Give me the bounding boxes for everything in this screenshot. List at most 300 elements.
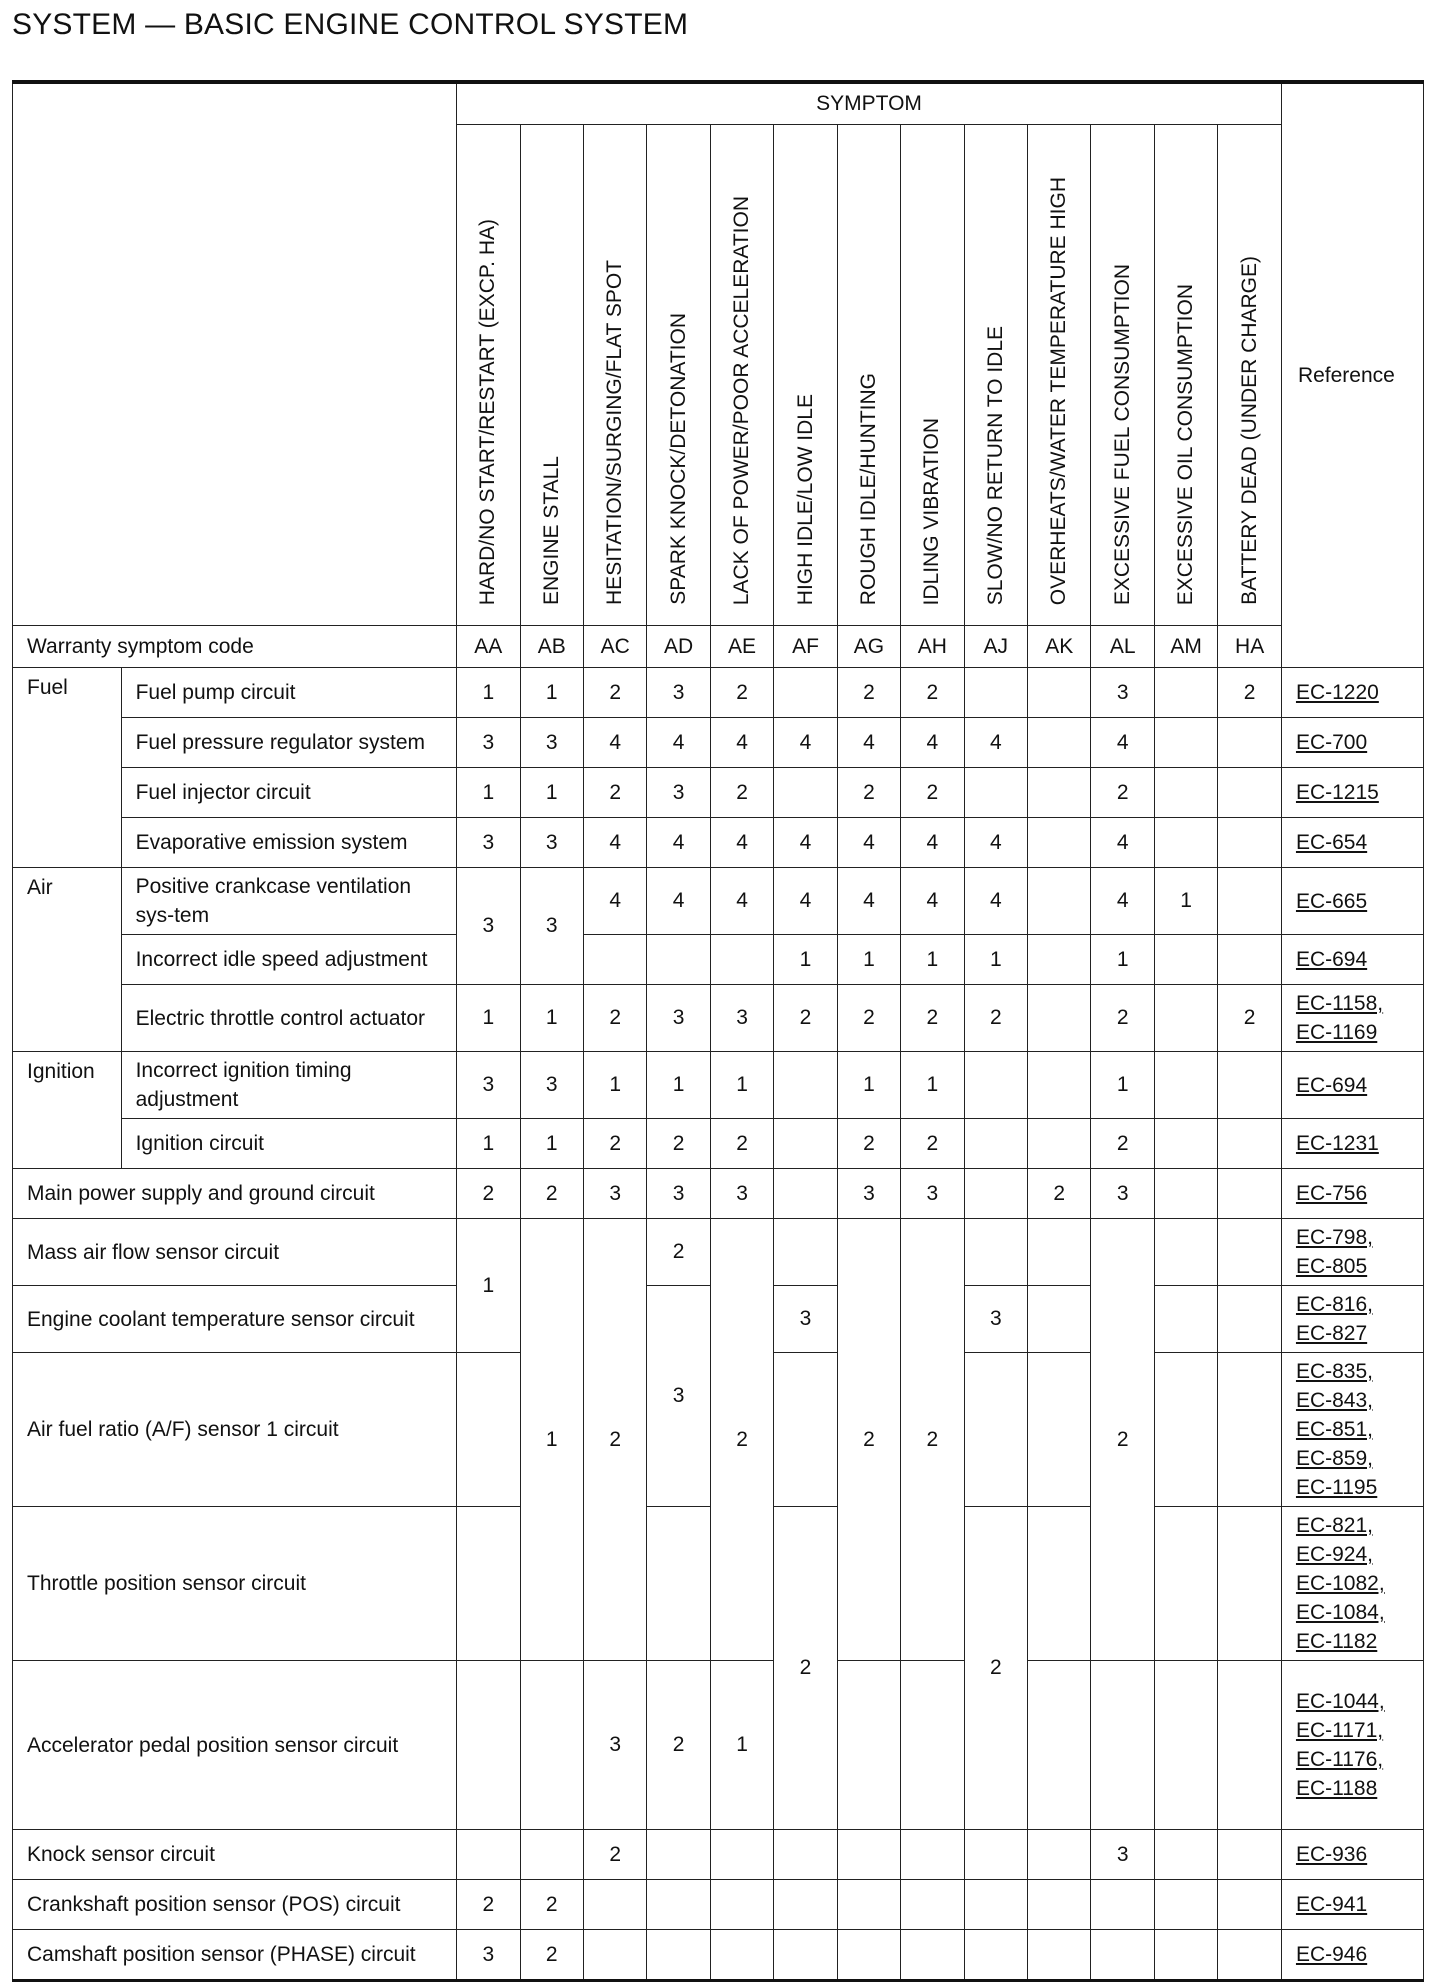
symptom-name: EXCESSIVE FUEL CONSUMPTION	[1110, 263, 1134, 605]
value-cell	[1154, 1119, 1217, 1169]
value-cell: 3	[774, 1286, 837, 1353]
value-cell	[1028, 1830, 1091, 1880]
value-cell: 4	[901, 718, 964, 768]
symptom-column-header	[837, 125, 900, 626]
value-cell	[901, 1930, 964, 1981]
warranty-code: AF	[774, 626, 837, 668]
value-cell	[1028, 818, 1091, 868]
value-cell	[1028, 985, 1091, 1052]
symptom-name: BATTERY DEAD (UNDER CHARGE)	[1237, 256, 1261, 605]
value-cell: 1	[1091, 1052, 1154, 1119]
value-cell	[1154, 1286, 1217, 1353]
value-cell	[837, 1830, 900, 1880]
reference-link[interactable]: EC-1195	[1295, 1476, 1378, 1499]
value-cell: 3	[1091, 1169, 1154, 1219]
reference-link[interactable]: EC-1158,	[1295, 992, 1384, 1015]
value-cell	[964, 1880, 1027, 1930]
value-cell: 2	[1028, 1169, 1091, 1219]
value-cell	[774, 1219, 837, 1286]
value-cell	[964, 1830, 1027, 1880]
value-cell: 2	[837, 1119, 900, 1169]
value-cell: 1	[901, 935, 964, 985]
symptom-name: EXCESSIVE OIL CONSUMPTION	[1174, 283, 1198, 605]
symptom-name: ENGINE STALL	[539, 456, 563, 605]
warranty-code: AK	[1028, 626, 1091, 668]
table-row	[13, 668, 1424, 718]
reference-link[interactable]: EC-1084,	[1295, 1601, 1385, 1624]
value-cell: 4	[1091, 718, 1154, 768]
value-cell	[964, 1930, 1027, 1981]
value-cell	[964, 1169, 1027, 1219]
value-cell: 2	[1091, 1119, 1154, 1169]
value-cell: 3	[457, 718, 520, 768]
value-cell: 1	[837, 1052, 900, 1119]
table-row	[13, 868, 1424, 935]
value-cell: 1	[520, 1219, 583, 1661]
value-cell	[1091, 1661, 1154, 1830]
value-cell: 1	[457, 1219, 520, 1353]
value-cell: 2	[964, 1507, 1027, 1830]
value-cell: 2	[457, 1169, 520, 1219]
symptom-column-header	[901, 125, 964, 626]
symptom-column-header	[1028, 125, 1091, 626]
warranty-code: AL	[1091, 626, 1154, 668]
value-cell: 1	[457, 985, 520, 1052]
warranty-code: AC	[583, 626, 646, 668]
value-cell: 2	[647, 1219, 710, 1286]
reference-cell	[1281, 1169, 1423, 1219]
value-cell	[520, 1661, 583, 1830]
value-cell: 4	[901, 868, 964, 935]
value-cell: 2	[520, 1880, 583, 1930]
symptom-name: SPARK KNOCK/DETONATION	[666, 313, 690, 605]
reference-cell	[1281, 718, 1423, 768]
value-cell	[1028, 1353, 1091, 1507]
value-cell: 2	[837, 668, 900, 718]
reference-link[interactable]: EC-859,	[1295, 1447, 1373, 1470]
table-row	[13, 1661, 1424, 1830]
reference-link[interactable]: EC-694	[1295, 1073, 1368, 1097]
value-cell	[1091, 1880, 1154, 1930]
value-cell: 1	[520, 1119, 583, 1169]
value-cell	[1154, 1052, 1217, 1119]
corner-cell	[13, 82, 457, 626]
value-cell	[1154, 1507, 1217, 1661]
value-cell: 1	[457, 668, 520, 718]
value-cell: 2	[901, 668, 964, 718]
value-cell: 2	[774, 1507, 837, 1830]
reference-cell	[1281, 935, 1423, 985]
item-label: Engine coolant temperature sensor circuit	[13, 1286, 457, 1353]
symptom-column-header	[583, 125, 646, 626]
value-cell: 2	[647, 1661, 710, 1830]
value-cell: 2	[1218, 985, 1282, 1052]
reference-cell	[1281, 1286, 1423, 1353]
value-cell: 4	[647, 818, 710, 868]
reference-link[interactable]: EC-1231	[1295, 1132, 1379, 1155]
reference-link[interactable]: EC-1182	[1295, 1630, 1378, 1653]
item-label: Fuel pressure regulator system	[121, 718, 457, 768]
value-cell: 4	[710, 718, 773, 768]
reference-cell	[1281, 868, 1423, 935]
value-cell	[837, 1880, 900, 1930]
value-cell	[1218, 1052, 1282, 1119]
value-cell	[774, 1353, 837, 1507]
value-cell: 2	[710, 768, 773, 818]
value-cell	[774, 1930, 837, 1981]
reference-cell	[1281, 1219, 1423, 1286]
value-cell: 2	[710, 1219, 773, 1661]
reference-link[interactable]: EC-654	[1295, 831, 1368, 854]
reference-link[interactable]: EC-1082,	[1295, 1572, 1385, 1595]
reference-link[interactable]: EC-805	[1295, 1255, 1368, 1278]
value-cell: 3	[1091, 1830, 1154, 1880]
value-cell	[901, 1830, 964, 1880]
value-cell	[1028, 1286, 1091, 1353]
symptom-name: ROUGH IDLE/HUNTING	[856, 372, 880, 605]
symptom-name: LACK OF POWER/POOR ACCELERATION	[730, 195, 754, 605]
symptom-column-header	[457, 125, 520, 626]
warranty-code: AA	[457, 626, 520, 668]
value-cell	[1218, 935, 1282, 985]
value-cell: 1	[457, 1119, 520, 1169]
value-cell: 2	[583, 985, 646, 1052]
value-cell: 2	[901, 1119, 964, 1169]
value-cell: 3	[901, 1169, 964, 1219]
value-cell	[710, 935, 773, 985]
value-cell	[1154, 1830, 1217, 1880]
value-cell: 3	[647, 1169, 710, 1219]
value-cell	[1154, 1930, 1217, 1981]
reference-link[interactable]: EC-694	[1295, 948, 1368, 971]
value-cell	[583, 1930, 646, 1981]
reference-link[interactable]: EC-1044,	[1295, 1690, 1385, 1713]
value-cell	[1218, 1353, 1282, 1507]
reference-cell	[1281, 1661, 1423, 1830]
reference-link[interactable]: EC-924,	[1295, 1543, 1373, 1566]
value-cell	[774, 1119, 837, 1169]
reference-link[interactable]: EC-941	[1295, 1893, 1368, 1916]
value-cell: 3	[583, 1661, 646, 1830]
item-label: Incorrect idle speed adjustment	[121, 935, 457, 985]
value-cell	[1154, 1353, 1217, 1507]
value-cell: 2	[964, 985, 1027, 1052]
value-cell: 2	[583, 768, 646, 818]
value-cell: 1	[774, 935, 837, 985]
value-cell	[1218, 1880, 1282, 1930]
value-cell	[1154, 1880, 1217, 1930]
item-label: Throttle position sensor circuit	[13, 1507, 457, 1661]
reference-link[interactable]: EC-1220	[1295, 681, 1379, 704]
value-cell: 3	[647, 768, 710, 818]
table-row	[13, 1930, 1424, 1981]
value-cell	[1028, 1219, 1091, 1286]
warranty-code: AG	[837, 626, 900, 668]
value-cell	[1154, 1169, 1217, 1219]
symptom-name: SLOW/NO RETURN TO IDLE	[983, 325, 1007, 605]
value-cell: 3	[457, 818, 520, 868]
value-cell: 4	[964, 868, 1027, 935]
value-cell: 3	[647, 985, 710, 1052]
warranty-code-label: Warranty symptom code	[13, 626, 457, 668]
value-cell: 2	[901, 768, 964, 818]
symptom-name: HIGH IDLE/LOW IDLE	[793, 393, 817, 605]
item-label: Air fuel ratio (A/F) sensor 1 circuit	[13, 1353, 457, 1507]
table-row	[13, 1880, 1424, 1930]
value-cell	[964, 768, 1027, 818]
item-label: Evaporative emission system	[121, 818, 457, 868]
value-cell: 4	[710, 868, 773, 935]
item-label: Fuel pump circuit	[121, 668, 457, 718]
warranty-code: AD	[647, 626, 710, 668]
value-cell	[647, 1930, 710, 1981]
item-label: Crankshaft position sensor (POS) circuit	[13, 1880, 457, 1930]
table-row	[13, 1119, 1424, 1169]
value-cell	[1028, 1119, 1091, 1169]
value-cell: 2	[520, 1169, 583, 1219]
table-row	[13, 768, 1424, 818]
category-ignition: Ignition	[13, 1052, 122, 1169]
reference-cell	[1281, 668, 1423, 718]
value-cell	[583, 1880, 646, 1930]
reference-cell	[1281, 1880, 1423, 1930]
value-cell: 2	[901, 985, 964, 1052]
reference-cell	[1281, 1052, 1423, 1119]
value-cell	[1154, 935, 1217, 985]
reference-cell	[1281, 1830, 1423, 1880]
value-cell	[1218, 768, 1282, 818]
value-cell: 2	[520, 1930, 583, 1981]
reference-link[interactable]: EC-665	[1295, 889, 1368, 913]
value-cell	[837, 1661, 900, 1830]
reference-link[interactable]: EC-1215	[1295, 781, 1379, 804]
value-cell: 3	[520, 818, 583, 868]
value-cell: 3	[710, 985, 773, 1052]
value-cell: 2	[457, 1880, 520, 1930]
category-fuel: Fuel	[13, 668, 122, 868]
value-cell	[1218, 1507, 1282, 1661]
value-cell	[1218, 1661, 1282, 1830]
value-cell	[1218, 1930, 1282, 1981]
reference-link[interactable]: EC-821,	[1295, 1514, 1373, 1537]
warranty-code: AE	[710, 626, 773, 668]
value-cell: 2	[774, 985, 837, 1052]
value-cell	[837, 1930, 900, 1981]
value-cell	[1028, 935, 1091, 985]
value-cell	[774, 1880, 837, 1930]
warranty-code-row	[13, 626, 1424, 668]
table-row	[13, 1830, 1424, 1880]
table-row	[13, 1169, 1424, 1219]
value-cell	[1218, 818, 1282, 868]
value-cell: 4	[964, 818, 1027, 868]
warranty-code: AH	[901, 626, 964, 668]
value-cell: 4	[774, 868, 837, 935]
reference-cell	[1281, 1353, 1423, 1507]
value-cell: 3	[457, 1930, 520, 1981]
warranty-code: HA	[1218, 626, 1282, 668]
value-cell	[1218, 1286, 1282, 1353]
value-cell: 2	[901, 1219, 964, 1661]
warranty-code: AM	[1154, 626, 1217, 668]
symptom-name: IDLING VIBRATION	[920, 417, 944, 605]
table-row	[13, 985, 1424, 1052]
value-cell: 4	[647, 718, 710, 768]
value-cell	[457, 1661, 520, 1830]
value-cell	[647, 935, 710, 985]
reference-link[interactable]: EC-1171,	[1295, 1719, 1384, 1742]
symptom-column-header	[1154, 125, 1217, 626]
value-cell: 3	[520, 718, 583, 768]
value-cell: 2	[583, 1830, 646, 1880]
value-cell	[1028, 718, 1091, 768]
value-cell: 2	[583, 1219, 646, 1661]
value-cell: 4	[837, 868, 900, 935]
value-cell	[1154, 818, 1217, 868]
item-label: Incorrect ignition timing adjustment	[121, 1052, 457, 1119]
value-cell	[520, 1830, 583, 1880]
value-cell	[1091, 1930, 1154, 1981]
value-cell	[710, 1880, 773, 1930]
value-cell	[1028, 668, 1091, 718]
value-cell: 1	[520, 668, 583, 718]
item-label: Main power supply and ground circuit	[13, 1169, 457, 1219]
value-cell	[774, 768, 837, 818]
value-cell: 2	[1091, 1219, 1154, 1661]
reference-link[interactable]: EC-756	[1295, 1182, 1368, 1205]
value-cell: 3	[710, 1169, 773, 1219]
reference-link[interactable]: EC-1188	[1295, 1777, 1378, 1800]
value-cell	[1028, 1930, 1091, 1981]
reference-link[interactable]: EC-843,	[1295, 1389, 1373, 1412]
value-cell: 4	[583, 718, 646, 768]
diagnosis-table	[12, 80, 1424, 1982]
value-cell	[1154, 1219, 1217, 1286]
value-cell: 4	[837, 818, 900, 868]
value-cell: 3	[457, 1052, 520, 1119]
table-row	[13, 1219, 1424, 1286]
value-cell: 4	[837, 718, 900, 768]
value-cell	[1218, 1219, 1282, 1286]
value-cell: 1	[647, 1052, 710, 1119]
reference-link[interactable]: EC-700	[1295, 731, 1368, 754]
value-cell	[1154, 718, 1217, 768]
reference-link[interactable]: EC-936	[1295, 1843, 1368, 1866]
value-cell: 2	[710, 1119, 773, 1169]
value-cell: 3	[837, 1169, 900, 1219]
value-cell	[1028, 1661, 1091, 1830]
value-cell	[647, 1830, 710, 1880]
reference-link[interactable]: EC-835,	[1295, 1360, 1373, 1383]
warranty-code: AJ	[964, 626, 1027, 668]
reference-header: Reference	[1281, 82, 1423, 668]
item-label: Electric throttle control actuator	[121, 985, 457, 1052]
value-cell: 1	[1091, 935, 1154, 985]
value-cell: 2	[837, 985, 900, 1052]
value-cell	[1028, 1880, 1091, 1930]
reference-link[interactable]: EC-851,	[1295, 1418, 1373, 1441]
value-cell: 1	[710, 1052, 773, 1119]
value-cell	[1028, 868, 1091, 935]
reference-cell	[1281, 768, 1423, 818]
page-title: SYSTEM — BASIC ENGINE CONTROL SYSTEM	[12, 8, 689, 41]
value-cell: 3	[520, 868, 583, 985]
reference-cell	[1281, 1507, 1423, 1661]
symptom-column-header	[647, 125, 710, 626]
value-cell: 2	[1091, 768, 1154, 818]
symptom-column-header	[1218, 125, 1282, 626]
value-cell: 3	[457, 868, 520, 985]
warranty-code: AB	[520, 626, 583, 668]
value-cell: 1	[1154, 868, 1217, 935]
value-cell: 4	[583, 868, 646, 935]
value-cell: 1	[457, 768, 520, 818]
value-cell: 4	[583, 818, 646, 868]
value-cell: 2	[837, 768, 900, 818]
symptom-column-header	[774, 125, 837, 626]
value-cell	[901, 1880, 964, 1930]
value-cell: 2	[1091, 985, 1154, 1052]
value-cell	[1028, 1507, 1091, 1661]
value-cell	[647, 1507, 710, 1661]
value-cell: 3	[647, 1286, 710, 1507]
value-cell: 4	[647, 868, 710, 935]
table-row	[13, 1052, 1424, 1119]
value-cell	[457, 1830, 520, 1880]
reference-link[interactable]: EC-798,	[1295, 1226, 1373, 1249]
item-label: Camshaft position sensor (PHASE) circuit	[13, 1930, 457, 1981]
value-cell: 4	[774, 718, 837, 768]
symptom-name: HARD/NO START/RESTART (EXCP. HA)	[476, 218, 500, 605]
value-cell: 4	[710, 818, 773, 868]
value-cell	[1154, 668, 1217, 718]
value-cell	[710, 1830, 773, 1880]
reference-cell	[1281, 1930, 1423, 1981]
symptom-column-header	[710, 125, 773, 626]
symptom-name: OVERHEATS/WATER TEMPERATURE HIGH	[1047, 176, 1071, 605]
value-cell: 4	[901, 818, 964, 868]
table-row	[13, 718, 1424, 768]
value-cell: 3	[583, 1169, 646, 1219]
value-cell: 3	[520, 1052, 583, 1119]
reference-link[interactable]: EC-827	[1295, 1322, 1368, 1345]
value-cell: 1	[901, 1052, 964, 1119]
reference-cell	[1281, 985, 1423, 1052]
value-cell	[774, 1830, 837, 1880]
value-cell: 4	[964, 718, 1027, 768]
reference-cell	[1281, 818, 1423, 868]
table-row	[13, 818, 1424, 868]
reference-link[interactable]: EC-1169	[1295, 1021, 1378, 1044]
symptom-header: SYMPTOM	[457, 82, 1282, 125]
value-cell	[457, 1507, 520, 1661]
value-cell: 4	[1091, 818, 1154, 868]
value-cell: 2	[837, 1219, 900, 1661]
value-cell: 4	[774, 818, 837, 868]
value-cell	[1218, 868, 1282, 935]
reference-link[interactable]: EC-1176,	[1295, 1748, 1384, 1771]
value-cell	[1154, 985, 1217, 1052]
value-cell	[964, 1353, 1027, 1507]
item-label: Accelerator pedal position sensor circuit	[13, 1661, 457, 1830]
value-cell: 1	[710, 1661, 773, 1830]
reference-link[interactable]: EC-816,	[1295, 1293, 1373, 1316]
value-cell	[1154, 768, 1217, 818]
value-cell: 1	[520, 985, 583, 1052]
value-cell	[1218, 1119, 1282, 1169]
reference-link[interactable]: EC-946	[1295, 1943, 1368, 1966]
value-cell	[774, 1169, 837, 1219]
